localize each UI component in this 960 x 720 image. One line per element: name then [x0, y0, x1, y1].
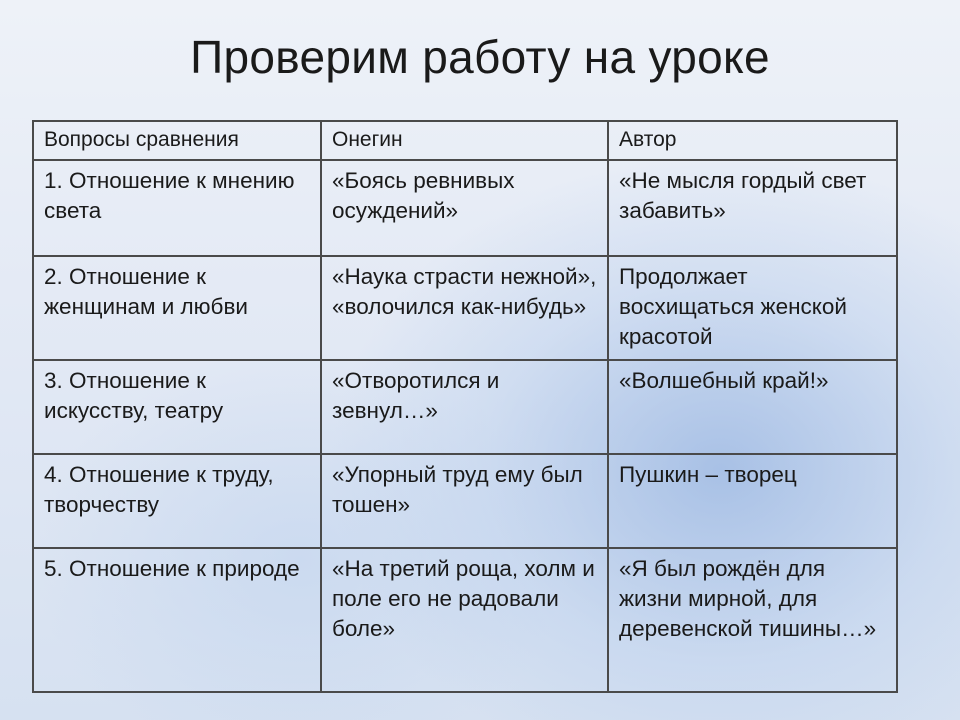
slide-title: Проверим работу на уроке	[190, 31, 770, 83]
question-cell: 4. Отношение к труду, творчеству	[33, 454, 321, 548]
author-cell: Продолжает восхищаться женской красотой	[608, 256, 897, 360]
table-row	[33, 454, 897, 548]
header-cell-onegin: Онегин	[321, 121, 608, 160]
author-cell: Пушкин – творец	[608, 454, 897, 548]
table-row	[33, 360, 897, 454]
comparison-table	[32, 120, 898, 693]
question-cell: 5. Отношение к природе	[33, 548, 321, 692]
question-cell: 1. Отношение к мнению света	[33, 160, 321, 256]
table-header-row	[33, 121, 897, 160]
table-row	[33, 548, 897, 692]
table-row	[33, 160, 897, 256]
onegin-cell: «Боясь ревнивых осуждений»	[321, 160, 608, 256]
question-cell: 3. Отношение к искусству, театру	[33, 360, 321, 454]
author-cell: «Я был рождён для жизни мирной, для деревенской тишины…»	[608, 548, 897, 692]
onegin-cell: «Упорный труд ему был тошен»	[321, 454, 608, 548]
author-cell: «Волшебный край!»	[608, 360, 897, 454]
question-cell: 2. Отношение к женщинам и любви	[33, 256, 321, 360]
author-cell: «Не мысля гордый свет забавить»	[608, 160, 897, 256]
onegin-cell: «На третий роща, холм и поле его не радовали боле»	[321, 548, 608, 692]
table-row	[33, 256, 897, 360]
header-cell-author: Автор	[608, 121, 897, 160]
onegin-cell: «Отворотился и зевнул…»	[321, 360, 608, 454]
onegin-cell: «Наука страсти нежной», «волочился как-нибудь»	[321, 256, 608, 360]
header-cell-questions: Вопросы сравнения	[33, 121, 321, 160]
